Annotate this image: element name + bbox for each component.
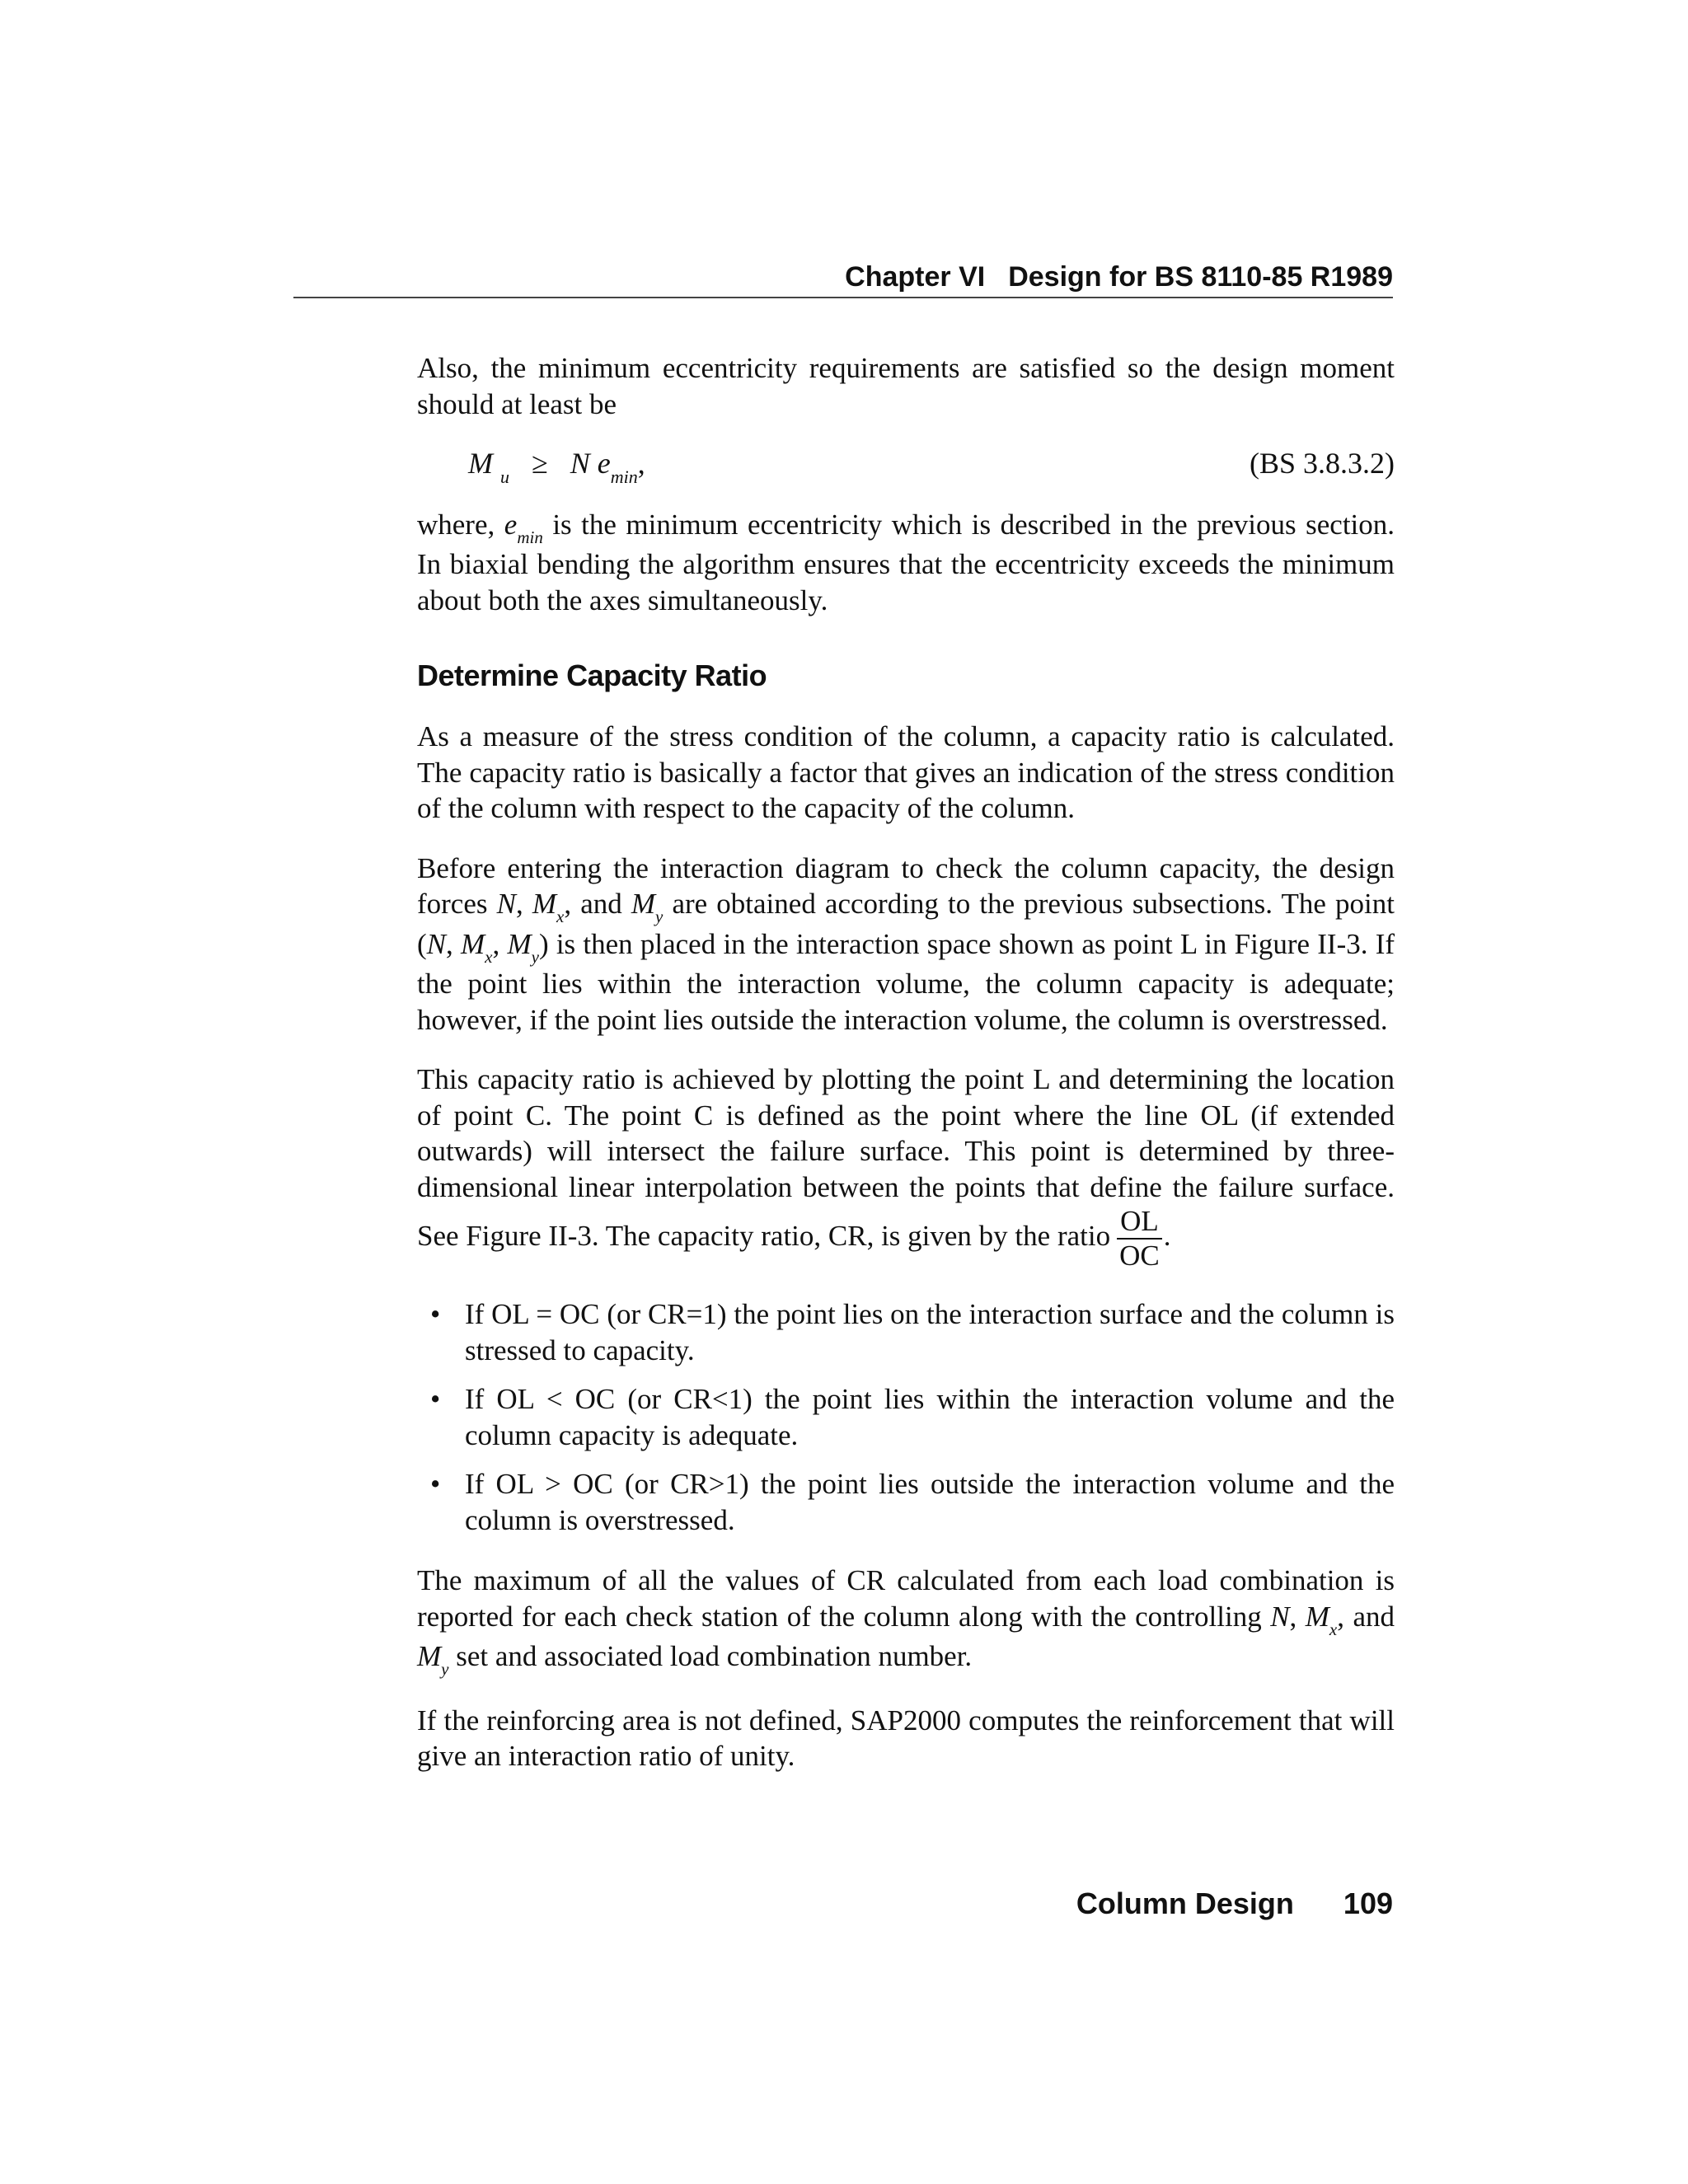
running-footer [989, 1886, 1393, 1922]
equation-block [417, 446, 1395, 485]
running-header [293, 257, 1393, 298]
capacity-paragraph-3: This capacity ratio is achieved by plotting the point L and determining the location of point C. The point C is defined as the point where the line OL (if extended outwards) will intersect the failure surface. This point is determined by three-dimensional linear interpolation between the points that define the failure surface. See Figure II-3. The capacity ratio, CR, is given by the ratio $\frac{OL}{OC}$ . [417, 1063, 1395, 1272]
section-heading: Determine Capacity Ratio [417, 658, 767, 692]
capacity-paragraph-5: If the reinforcing area is not defined, SAP2000 computes the reinforcement that will give an interaction ratio of unity. [417, 1704, 1395, 1772]
equation-reference: (BS 3.8.3.2) [1249, 447, 1395, 480]
equation-expression: M $_u$ ≥ N $e_{min}$, [468, 447, 645, 487]
page-body [417, 350, 1395, 1798]
capacity-paragraph-1: As a measure of the stress condition of the column, a capacity ratio is calculated. The capacity ratio is basically a factor that gives an indication of the stress condition of the column with respect to the capacity of the column. [417, 720, 1395, 824]
list-item: • If OL < OC (or CR<1) the point lies within the interaction volume and the column capacity is adequate. [430, 1383, 1395, 1451]
list-item: • If OL = OC (or CR=1) the point lies on the interaction surface and the column is stressed to capacity. [430, 1298, 1395, 1366]
capacity-paragraph-2: Before entering the interaction diagram to check the column capacity, the design forces N, $M_x$, and $M_y$ are obtained according to the previous subsections. The point (N, $M_x$, $M_y$) is then placed in the interaction space shown as point L in Figure II-3. If the point lies within the interaction volume, the column capacity is adequate; however, if the point lies outside the interaction volume, the column is overstressed. [417, 851, 1395, 1036]
header-title: Design for BS 8110-85 R1989 [1008, 261, 1393, 293]
intro-paragraph: Also, the minimum eccentricity requirements are satisfied so the design moment should at least be [417, 352, 1395, 420]
footer-section: Column Design [1076, 1886, 1294, 1920]
page-number: 109 [1343, 1886, 1393, 1920]
where-paragraph: where, $e_{min}$ is the minimum eccentricity which is described in the previous section. In biaxial bending the algorithm ensures that the eccentricity exceeds the minimum about both the axes simultaneously. [417, 508, 1395, 616]
list-item: • If OL > OC (or CR>1) the point lies outside the interaction volume and the column is overstressed. [430, 1468, 1395, 1536]
condition-list [417, 1296, 1395, 1538]
capacity-paragraph-4: The maximum of all the values of CR calculated from each load combination is reported for each check station of the column along with the controlling N, $M_x$, and $M_y$ set and associated load combination number. [417, 1564, 1395, 1679]
header-chapter: Chapter VI [845, 261, 986, 293]
ratio-fraction: $\frac{OL}{OC}$ [1117, 1205, 1162, 1272]
